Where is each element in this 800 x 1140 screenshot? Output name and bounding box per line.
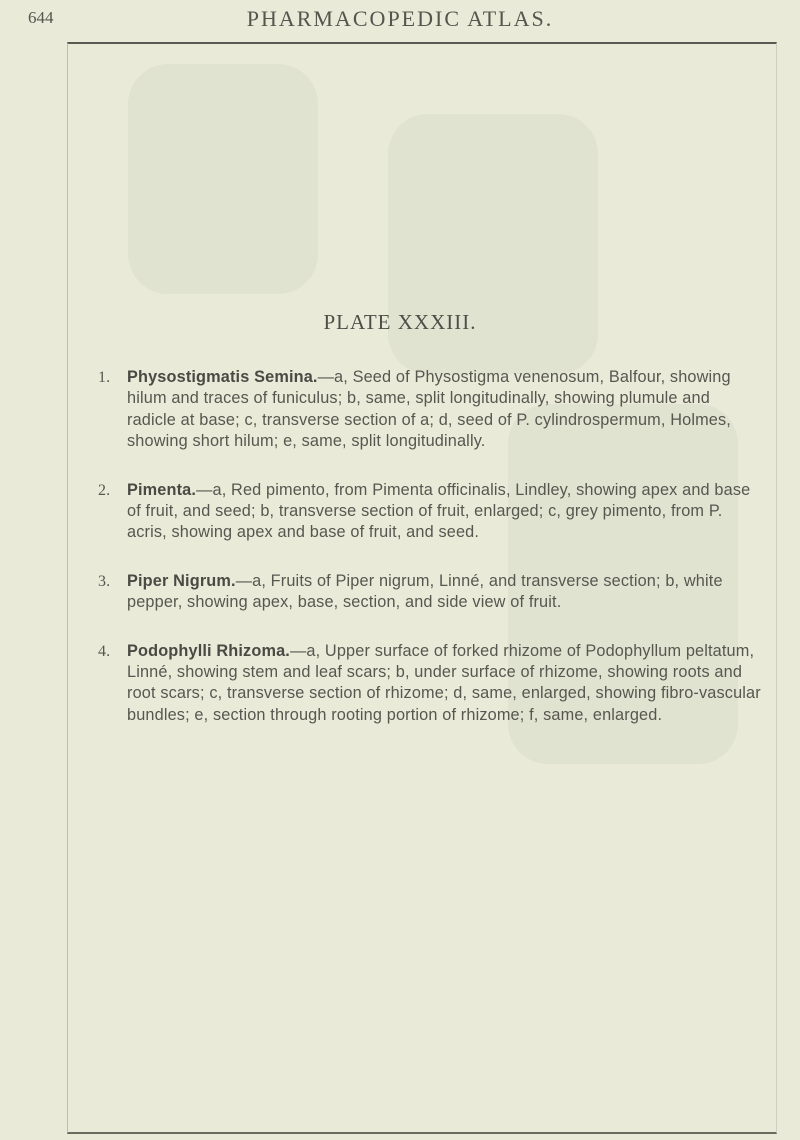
plate-title: PLATE XXXIII. <box>323 310 477 334</box>
item-name: Podophylli Rhizoma. <box>127 641 290 660</box>
plate-item <box>98 571 763 614</box>
item-name: Piper Nigrum. <box>127 571 236 590</box>
item-number: 4. <box>98 642 111 660</box>
item-number: 2. <box>98 481 111 499</box>
item-name: Physostigmatis Semina. <box>127 368 318 386</box>
item-number: 3. <box>98 572 111 590</box>
running-title: PHARMACOPEDIC ATLAS. <box>246 6 554 31</box>
item-description: —a, Red pimento, from Pimenta officinalis, Lindley, showing apex and base of fruit, and seed; b, transverse section of fruit, enlarged; c, grey pimento, from P. acris, showing apex and base of fruit, and seed. <box>127 480 751 542</box>
plate-item <box>98 641 763 727</box>
item-description: —a, Upper surface of forked rhizome of Podophyllum peltatum, Linné, showing stem and leaf scars; b, under surface of rhizome, showing roots and root scars; c, transverse section of rhizome; d, same, enlarged, showing fibro-vascular bundles; e, section through rooting portion of rhizome; f, same, enlarged. <box>127 641 761 724</box>
item-number: 1. <box>98 369 111 386</box>
plate-description-list <box>98 367 763 753</box>
item-description: —a, Seed of Physostigma venenosum, Balfour, showing hilum and traces of funiculus; b, same, split longitudinally, showing plumule and radicle at base; c, transverse section of a; d, seed of P. cylindrospermum, Holmes, showing short hilum; e, same, split longitudinally. <box>127 368 731 451</box>
show-through-shape <box>128 64 318 294</box>
page-number: 644 <box>28 8 54 27</box>
plate-item <box>98 480 763 544</box>
show-through-shape <box>388 114 598 374</box>
plate-item <box>98 367 763 453</box>
item-name: Pimenta. <box>127 480 197 499</box>
item-description: —a, Fruits of Piper nigrum, Linné, and transverse section; b, white pepper, showing apex, base, section, and side view of fruit. <box>127 571 723 612</box>
